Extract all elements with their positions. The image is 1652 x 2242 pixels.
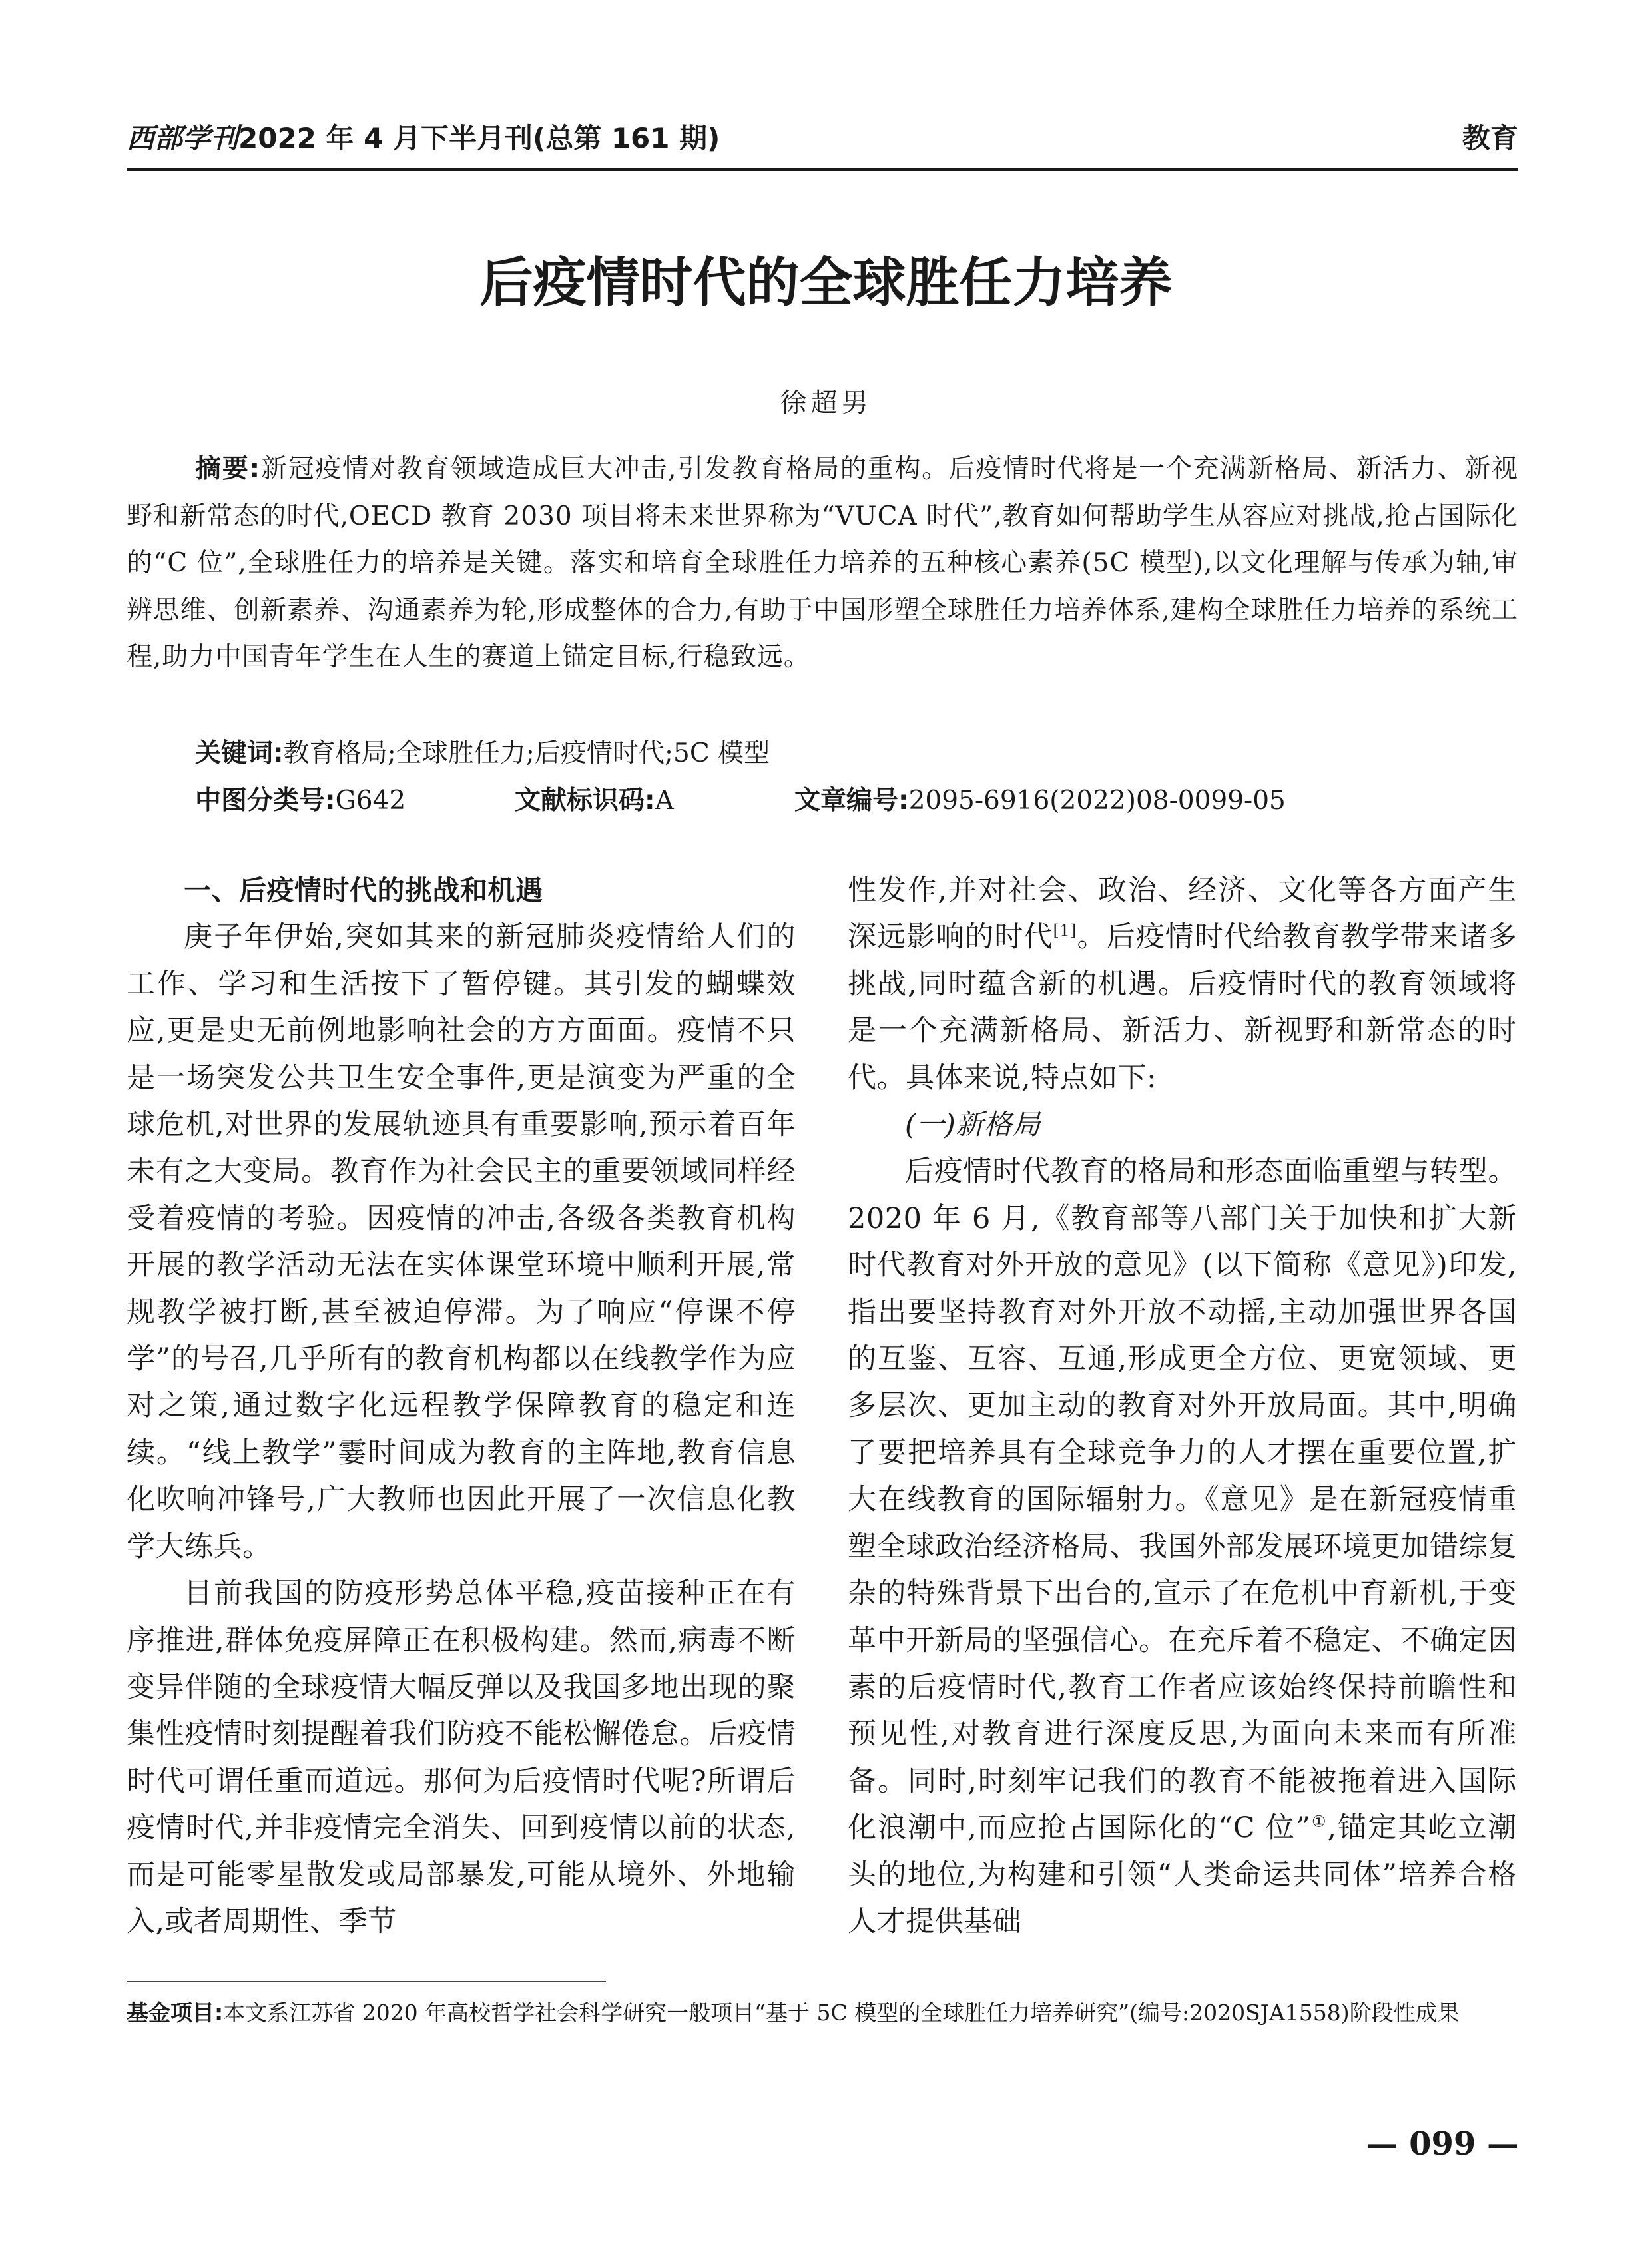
article-number-label: 文章编号: [794,786,909,816]
paragraph-continued [848,867,1517,1101]
body-column-right [848,867,1517,1945]
doc-code-label: 文献标识码: [515,786,655,816]
abstract-label: 摘要: [195,454,261,484]
paragraph-text: 性发作,并对社会、政治、经济、文化等各方面产生深远影响的时代 [848,874,1517,954]
page-number: — 099 — [1366,2125,1519,2163]
funding-footnote [127,1994,1518,2031]
paragraph: 庚子年伊始,突如其来的新冠肺炎疫情给人们的工作、学习和生活按下了暂停键。其引发的蝴蝶效应,更是史无前例地影响社会的方方面面。疫情不只是一场突发公共卫生安全事件,更是演变为严重的全球危机,对世界的发展轨迹具有重要影响,预示着百年未有之大变局。教育作为社会民主的重要领域同样经受着疫情的考验。因疫情的冲击,各级各类教育机构开展的教学活动无法在实体课堂环境中顺利开展,常规教学被打断,甚至被迫停滞。为了响应“停课不停学”的号召,几乎所有的教育机构都以在线教学作为应对之策,通过数字化远程教学保障教育的稳定和连续。“线上教学”霎时间成为教育的主阵地,教育信息化吹响冲锋号,广大教师也因此开展了一次信息化教学大练兵。 [127,920,796,1563]
section-heading: 一、后疫情时代的挑战和机遇 [184,874,543,906]
clc-value: G642 [335,786,406,816]
footnote-text: 本文系江苏省 2020 年高校哲学社会科学研究一般项目“基于 5C 模型的全球胜任力培养研究”(编号:2020SJA1558)阶段性成果 [223,2000,1460,2026]
journal-logo: 西部学刊 [127,122,239,154]
clc-label: 中图分类号: [195,786,336,816]
paragraph: 目前我国的防疫形势总体平稳,疫苗接种正在有序推进,群体免疫屏障正在积极构建。然而,病毒不断变异伴随的全球疫情大幅反弹以及我国多地出现的聚集性疫情时刻提醒着我们防疫不能松懈倦怠。后疫情时代可谓任重而道远。那何为后疫情时代呢?所谓后疫情时代,并非疫情完全消失、回到疫情以前的状态,而是可能零星散发或局部暴发,可能从境外、外地输入,或者周期性、季节 [127,1577,796,1938]
author-name: 徐超男 [780,388,872,418]
journal-issue [127,112,720,165]
footnote-label: 基金项目: [127,2000,224,2026]
abstract [127,446,1518,681]
doc-code-value: A [655,786,674,816]
note-mark: ① [1310,1812,1328,1831]
article-title: 后疫情时代的全球胜任力培养 [479,252,1173,314]
paragraph-text: 。后疫情时代给教育教学带来诸多挑战,同时蕴含新的机遇。后疫情时代的教育领域将是一个充满新格局、新活力、新视野和新常态的时代。具体来说,特点如下: [848,920,1517,1095]
keywords-label: 关键词: [195,738,284,768]
classification-line [195,778,1520,824]
header-rule [127,168,1518,171]
citation-mark: [1] [1053,922,1077,941]
paragraph [848,1148,1517,1945]
keywords [195,730,1520,777]
issue-text: 2022 年 4 月下半月刊(总第 161 期) [238,122,720,154]
section-name: 教育 [1462,122,1518,154]
abstract-text: 新冠疫情对教育领域造成巨大冲击,引发教育格局的重构。后疫情时代将是一个充满新格局、新活力、新视野和新常态的时代,OECD 教育 2030 项目将未来世界称为“VUCA 时代”,教育如何帮助学生从容应对挑战,抢占国际化的“C 位”,全球胜任力的培养是关键。落实和培育全球胜任力培养的五种核心素养(5C 模型),以文化理解与传承为轴,审辨思维、创新素养、沟通素养为轮,形成整体的合力,有助于中国形塑全球胜任力培养体系,建构全球胜任力培养的系统工程,助力中国青年学生在人生的赛道上锚定目标,行稳致远。 [127,454,1518,672]
article-number-value: 2095-6916(2022)08-0099-05 [908,786,1286,816]
subsection-heading: (一)新格局 [905,1108,1041,1141]
paragraph-text: 后疫情时代教育的格局和形态面临重塑与转型。2020 年 6 月,《教育部等八部门关于加快和扩大新时代教育对外开放的意见》(以下简称《意见》)印发,指出要坚持教育对外开放不动摇,主动加强世界各国的互鉴、互容、互通,形成更全方位、更宽领域、更多层次、更加主动的教育对外开放局面。其中,明确了要把培养具有全球竞争力的人才摆在重要位置,扩大在线教育的国际辐射力。《意见》是在新冠疫情重塑全球政治经济格局、我国外部发展环境更加错综复杂的特殊背景下出台的,宣示了在危机中育新机,于变革中开新局的坚强信心。在充斥着不稳定、不确定因素的后疫情时代,教育工作者应该始终保持前瞻性和预见性,对教育进行深度反思,为面向未来而有所准备。同时,时刻牢记我们的教育不能被拖着进入国际化浪潮中,而应抢占国际化的“C 位” [848,1155,1517,1845]
keywords-text: 教育格局;全球胜任力;后疫情时代;5C 模型 [283,738,770,768]
paragraph-text: ,锚定其屹立潮头的地位,为构建和引领“人类命运共同体”培养合格人才提供基础 [848,1811,1517,1938]
footnote-rule [127,1981,606,1982]
body-column-left [127,867,796,1945]
running-header [127,112,1518,165]
